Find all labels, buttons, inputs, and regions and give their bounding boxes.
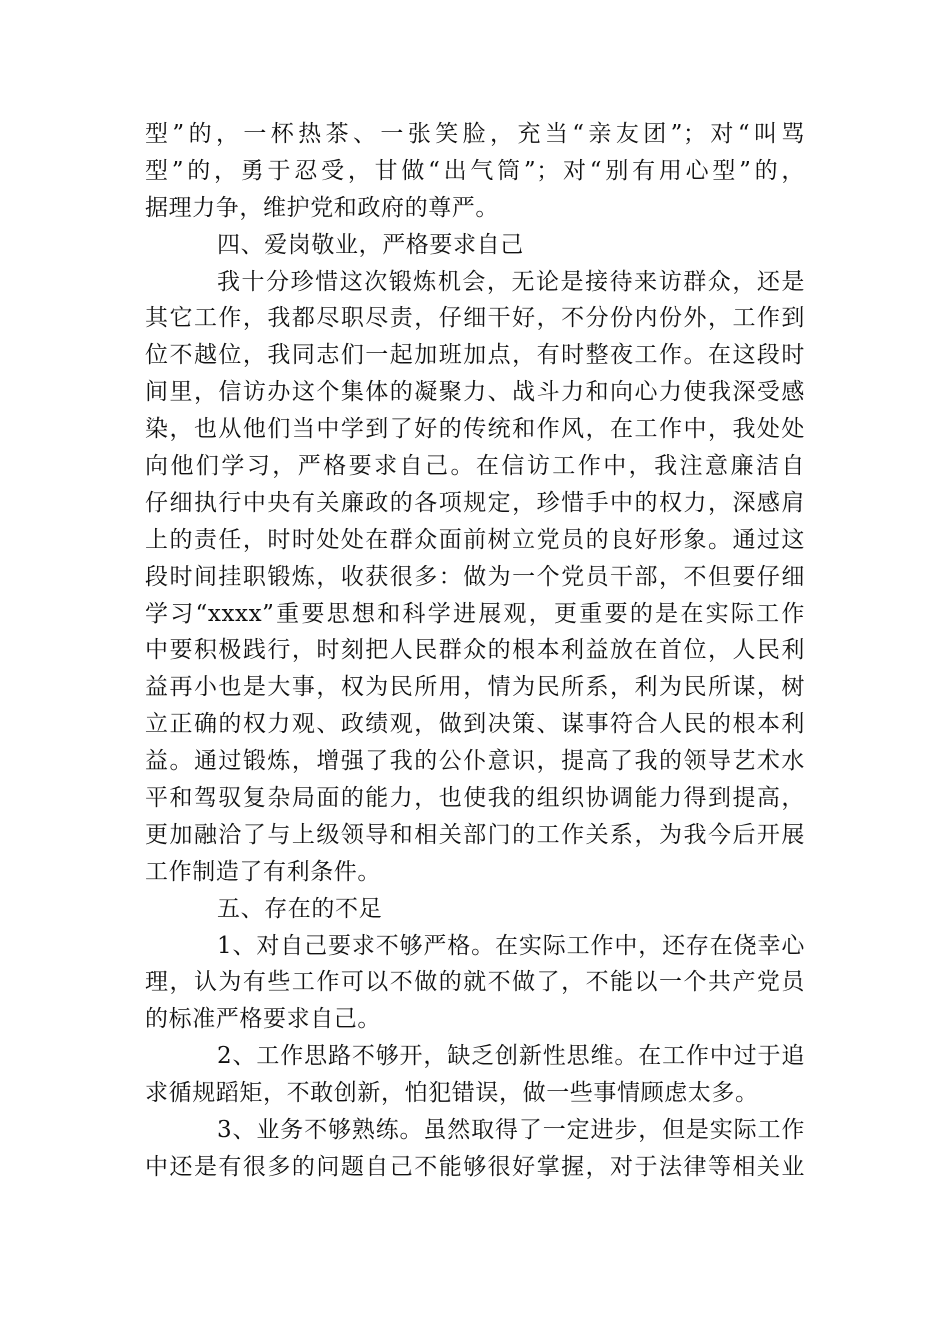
text-line: 仔细执行中央有关廉政的各项规定，珍惜手中的权力，深感肩 [145,489,805,516]
text-line: 我十分珍惜这次锻炼机会，无论是接待来访群众，还是 [217,268,805,295]
text-line: 其它工作，我都尽职尽责，仔细干好，不分份内份外，工作到 [145,305,805,332]
text-line: 3、业务不够熟练。虽然取得了一定进步，但是实际工作 [217,1117,805,1144]
text-line: 中还是有很多的问题自己不能够很好掌握，对于法律等相关业 [145,1153,805,1180]
text-line: 理，认为有些工作可以不做的就不做了，不能以一个共产党员 [145,969,805,996]
text-line: 位不越位，我同志们一起加班加点，有时整夜工作。在这段时 [145,342,805,369]
text-line: 益再小也是大事，权为民所用，情为民所系，利为民所谋，树 [145,674,805,701]
text-line: 间里，信访办这个集体的凝聚力、战斗力和向心力使我深受感 [145,379,805,406]
text-line: 求循规蹈矩，不敢创新，怕犯错误，做一些事情顾虑太多。 [145,1080,759,1107]
text-line: 立正确的权力观、政绩观，做到决策、谋事符合人民的根本利 [145,711,805,738]
text-line: 型”的，一杯热茶、一张笑脸，充当“亲友团”；对“叫骂 [145,121,805,147]
text-line: 更加融洽了与上级领导和相关部门的工作关系，为我今后开展 [145,821,805,848]
text-line: 上的责任，时时处处在群众面前树立党员的良好形象。通过这 [145,526,805,553]
text-line: 中要积极践行，时刻把人民群众的根本利益放在首位，人民利 [145,637,805,664]
text-line: 学习“xxxx”重要思想和科学进展观，更重要的是在实际工作 [145,600,805,627]
text-line: 平和驾驭复杂局面的能力，也使我的组织协调能力得到提高， [145,785,805,812]
text-line: 染，也从他们当中学到了好的传统和作风，在工作中，我处处 [145,416,805,443]
text-line: 五、存在的不足 [217,895,383,922]
text-line: 型”的，勇于忍受，甘做“出气筒”；对“别有用心型”的， [145,157,805,184]
text-line: 1、对自己要求不够严格。在实际工作中，还存在侥幸心 [217,932,805,959]
text-line: 据理力争，维护党和政府的尊严。 [145,194,499,221]
text-line: 2、工作思路不够开，缺乏创新性思维。在工作中过于追 [217,1043,805,1070]
text-line: 工作制造了有利条件。 [145,858,381,885]
text-line: 段时间挂职锻炼，收获很多：做为一个党员干部，不但要仔细 [145,563,805,590]
text-line: 的标准严格要求自己。 [145,1006,381,1033]
text-line: 益。通过锻炼，增强了我的公仆意识，提高了我的领导艺术水 [145,748,805,775]
text-line: 向他们学习，严格要求自己。在信访工作中，我注意廉洁自 [145,453,805,480]
document-body [145,116,805,1186]
text-line: 四、爱岗敬业，严格要求自己 [217,231,524,258]
